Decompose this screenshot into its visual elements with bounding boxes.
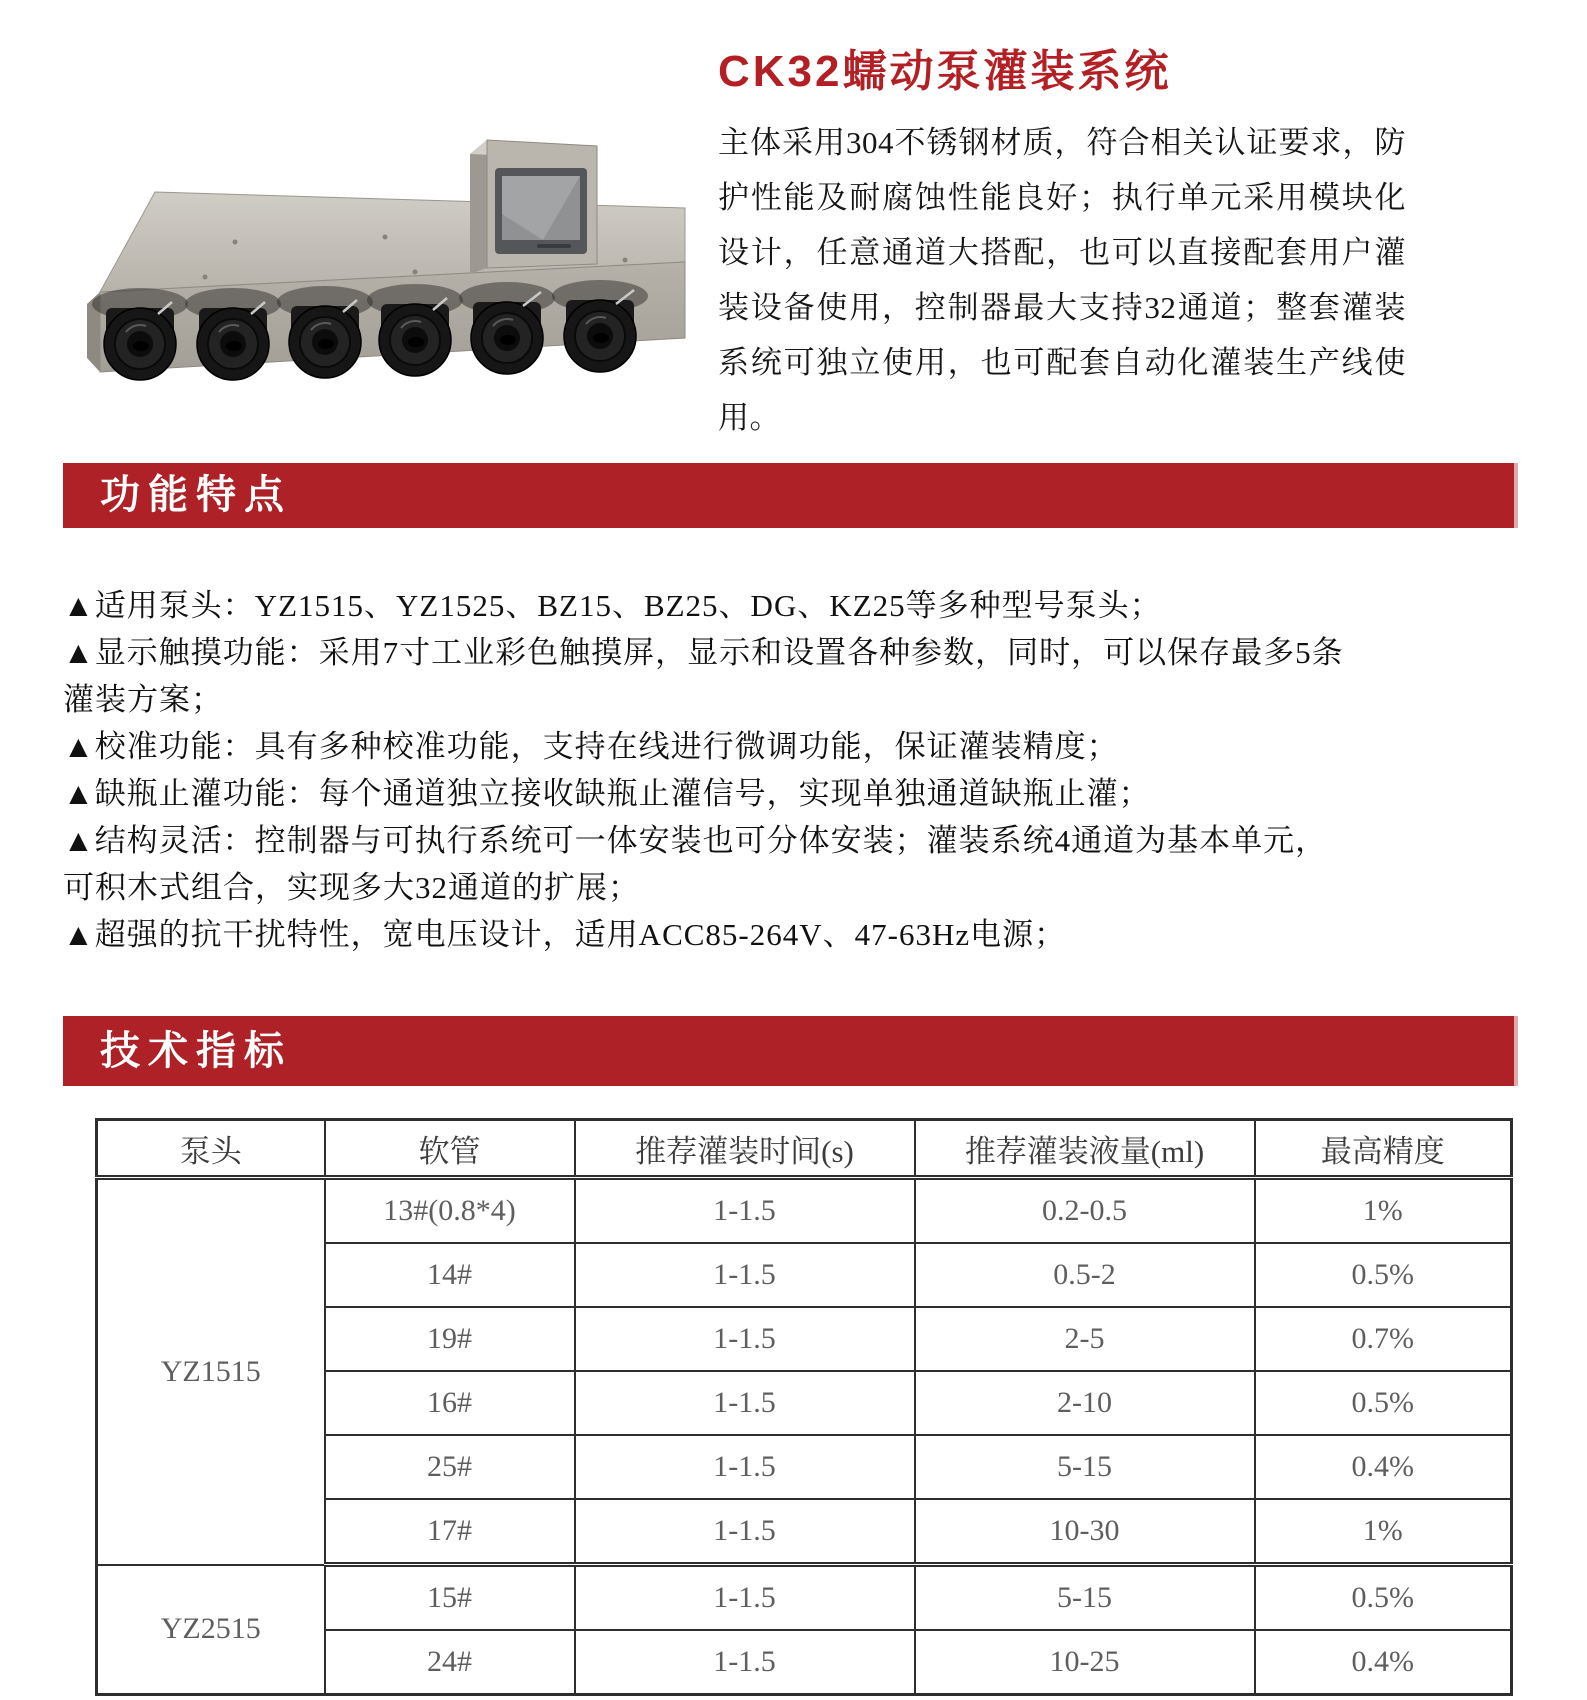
specs-table xyxy=(95,1118,1513,1696)
triangle-bullet-icon: ▲ xyxy=(63,917,95,952)
table-row xyxy=(97,1565,1512,1631)
cell-fill-volume: 0.2-0.5 xyxy=(915,1178,1255,1244)
feature-line: 校准功能：具有多种校准功能，支持在线进行微调功能，保证灌装精度； xyxy=(94,729,1119,764)
pump-group-cell: YZ1515 xyxy=(97,1178,325,1565)
cell-tube: 14# xyxy=(325,1243,575,1307)
cell-precision: 1% xyxy=(1255,1499,1512,1565)
cell-precision: 0.7% xyxy=(1255,1307,1512,1371)
specs-section-banner xyxy=(63,1016,1518,1086)
controller-left-face xyxy=(470,140,487,274)
cell-fill-volume: 5-15 xyxy=(915,1565,1255,1631)
cell-fill-volume: 5-15 xyxy=(915,1435,1255,1499)
cell-tube: 13#(0.8*4) xyxy=(325,1178,575,1244)
cell-fill-volume: 2-5 xyxy=(915,1307,1255,1371)
cell-tube: 25# xyxy=(325,1435,575,1499)
feature-item xyxy=(63,629,1483,723)
cell-precision: 0.5% xyxy=(1255,1565,1512,1631)
hero-text-block xyxy=(718,46,1406,445)
cell-precision: 1% xyxy=(1255,1178,1512,1244)
pump-head xyxy=(459,282,555,374)
cell-tube: 19# xyxy=(325,1307,575,1371)
header-precision: 最高精度 xyxy=(1255,1120,1512,1178)
header-fill-time: 推荐灌装时间(s) xyxy=(575,1120,915,1178)
table-header-row xyxy=(97,1120,1512,1178)
cell-tube: 16# xyxy=(325,1371,575,1435)
cell-fill-volume: 10-25 xyxy=(915,1630,1255,1695)
table-row xyxy=(97,1178,1512,1244)
cell-fill-time: 1-1.5 xyxy=(575,1243,915,1307)
product-photo xyxy=(85,92,705,392)
cell-precision: 0.5% xyxy=(1255,1371,1512,1435)
triangle-bullet-icon: ▲ xyxy=(63,588,95,623)
header-fill-volume: 推荐灌装液量(ml) xyxy=(915,1120,1255,1178)
product-description: 主体采用304不锈钢材质，符合相关认证要求，防护性能及耐腐蚀性能良好；执行单元采用模块化设计，任意通道大搭配，也可以直接配套用户灌装设备使用，控制器最大支持32通道；整套灌装系统可独立使用，也可配套自动化灌装生产线使用。 xyxy=(718,124,1406,435)
features-section-banner xyxy=(63,463,1518,528)
features-list xyxy=(63,582,1483,958)
pump-head xyxy=(277,286,373,378)
cell-tube: 15# xyxy=(325,1565,575,1631)
specs-section-heading: 技术指标 xyxy=(100,1029,292,1073)
pump-head xyxy=(367,284,463,376)
cell-precision: 0.5% xyxy=(1255,1243,1512,1307)
cell-tube: 24# xyxy=(325,1630,575,1695)
controller-box xyxy=(470,140,597,274)
peristaltic-pump-machine-illustration xyxy=(85,92,705,392)
features-section-heading: 功能特点 xyxy=(100,473,292,517)
feature-line: 显示触摸功能：采用7寸工业彩色触摸屏，显示和设置各种参数，同时，可以保存最多5条 xyxy=(94,635,1344,670)
cell-fill-time: 1-1.5 xyxy=(575,1307,915,1371)
feature-line: 缺瓶止灌功能：每个通道独立接收缺瓶止灌信号，实现单独通道缺瓶止灌； xyxy=(94,776,1151,811)
cell-fill-time: 1-1.5 xyxy=(575,1630,915,1695)
cell-precision: 0.4% xyxy=(1255,1630,1512,1695)
feature-line: 适用泵头：YZ1515、YZ1525、BZ15、BZ25、DG、KZ25等多种型号泵头； xyxy=(94,588,1162,623)
cell-fill-time: 1-1.5 xyxy=(575,1435,915,1499)
triangle-bullet-icon: ▲ xyxy=(63,729,95,764)
feature-item xyxy=(63,723,1483,770)
cell-fill-time: 1-1.5 xyxy=(575,1565,915,1631)
feature-line: 超强的抗干扰特性，宽电压设计，适用ACC85-264V、47-63Hz电源； xyxy=(94,917,1067,952)
feature-item xyxy=(63,911,1483,958)
cell-fill-time: 1-1.5 xyxy=(575,1499,915,1565)
cell-fill-volume: 10-30 xyxy=(915,1499,1255,1565)
triangle-bullet-icon: ▲ xyxy=(63,635,95,670)
feature-line: 结构灵活：控制器与可执行系统可一体安装也可分体安装；灌装系统4通道为基本单元， xyxy=(94,823,1328,858)
pump-head xyxy=(552,280,648,372)
header-tube: 软管 xyxy=(325,1120,575,1178)
feature-line: 可积木式组合，实现多大32通道的扩展； xyxy=(63,870,640,905)
cell-fill-time: 1-1.5 xyxy=(575,1371,915,1435)
cell-tube: 17# xyxy=(325,1499,575,1565)
cell-fill-time: 1-1.5 xyxy=(575,1178,915,1244)
cell-fill-volume: 2-10 xyxy=(915,1371,1255,1435)
feature-item xyxy=(63,770,1483,817)
triangle-bullet-icon: ▲ xyxy=(63,823,95,858)
cell-fill-volume: 0.5-2 xyxy=(915,1243,1255,1307)
header-pump: 泵头 xyxy=(97,1120,325,1178)
cell-precision: 0.4% xyxy=(1255,1435,1512,1499)
feature-item xyxy=(63,582,1483,629)
feature-item xyxy=(63,817,1483,911)
feature-line: 灌装方案； xyxy=(63,682,223,717)
pump-group-cell: YZ2515 xyxy=(97,1565,325,1695)
page-title: CK32蠕动泵灌装系统 xyxy=(718,47,1172,96)
triangle-bullet-icon: ▲ xyxy=(63,776,95,811)
